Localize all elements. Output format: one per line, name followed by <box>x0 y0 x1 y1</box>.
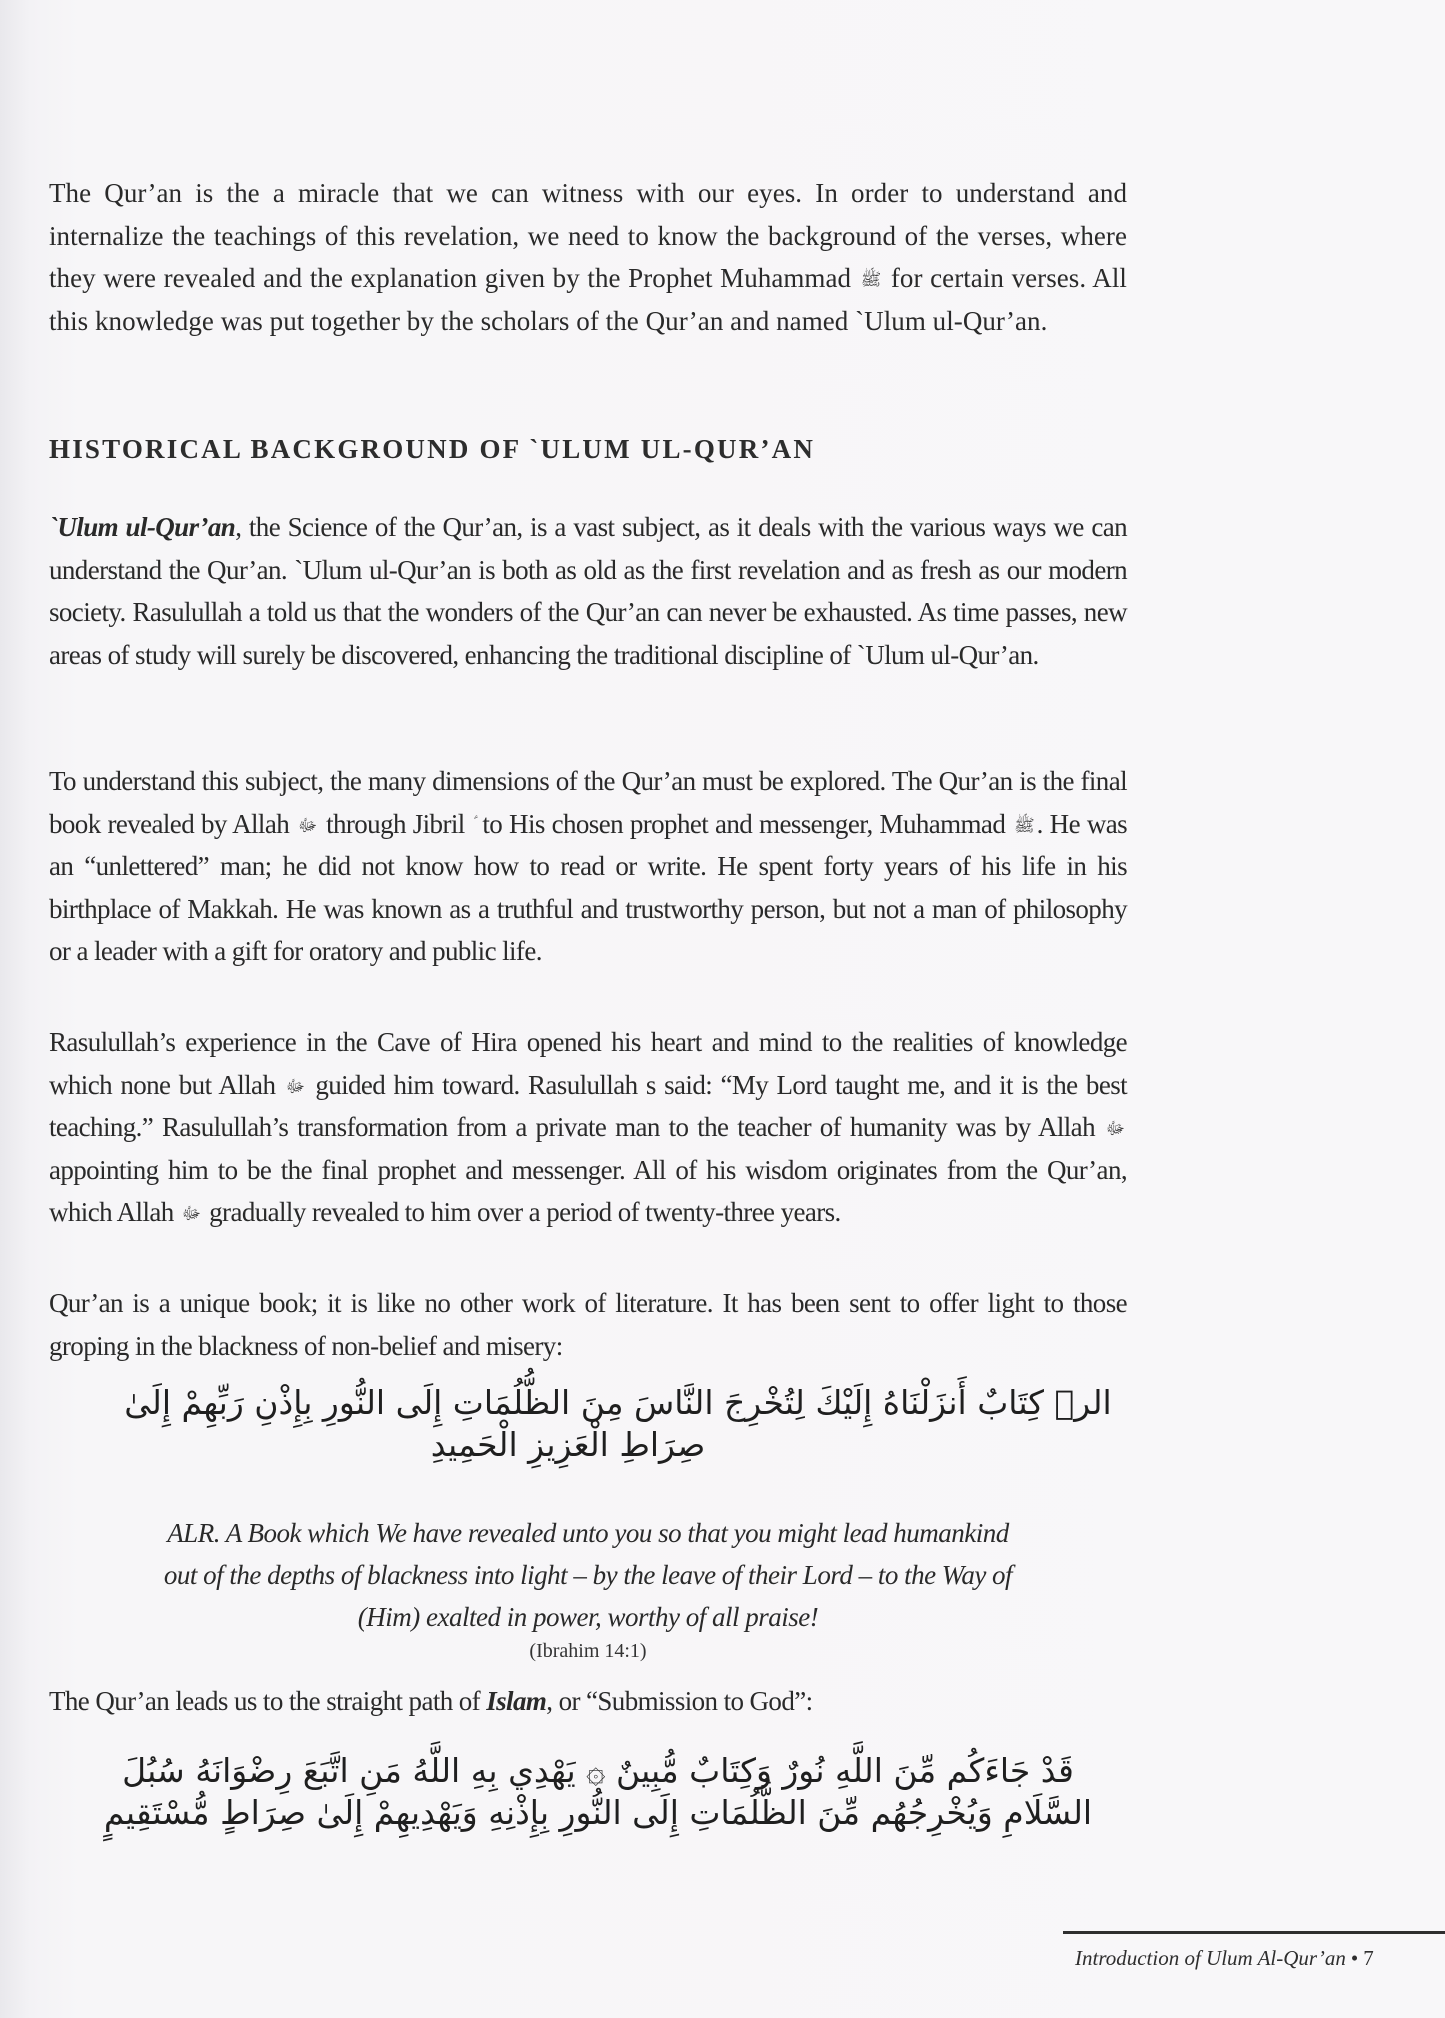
verse-ibrahim <box>49 1382 1127 1466</box>
paragraph-2-part4: . He was an “unlettered” man; he did not know how to read or write. He spent forty years of his life in his birthplace of Makkah. He was known as a truthful and trustworthy person, but not a man of philosophy or a leader with a gift for oratory and public life. <box>49 808 1128 966</box>
paragraph-straight-path <box>49 1680 1127 1723</box>
paragraph-cave-of-hira <box>49 1021 1127 1234</box>
arabic-verse-2-line-2: السَّلَامِ وَيُخْرِجُهُم مِّنَ الظُّلُمَاتِ إِلَى النُّورِ بِإِذْنِهِ وَيَهْدِيهِمْ إِلَىٰ صِرَاطٍ مُّسْتَقِيمٍ <box>103 1793 1093 1832</box>
page-number: 7 <box>1363 1946 1374 1970</box>
arabic-verse-line-2: صِرَاطِ الْعَزِيزِ الْحَمِيدِ <box>430 1425 706 1464</box>
paragraph-dimensions <box>49 760 1127 973</box>
running-title: Introduction of Ulum Al-Qur’an <box>1075 1946 1346 1970</box>
allah-honorific-icon: ﷻ <box>285 1076 305 1097</box>
arabic-verse-line-1: الرۚ كِتَابٌ أَنزَلْنَاهُ إِلَيْكَ لِتُخْرِجَ النَّاسَ مِنَ الظُّلُمَاتِ إِلَى النُّورِ بِإِذْنِ رَبِّهِمْ إِلَىٰ <box>124 1383 1112 1422</box>
paragraph-1-text: , the Science of the Qur’an, is a vast subject, as it deals with the various ways we can understand the Qur’an. `Ulum ul-Qur’an is both as old as the first revelation and as fresh as our modern society. Rasulullah a told us that the wonders of the Qur’an can never be exhausted. As time passes, new areas of study will surely be discovered, enhancing the traditional discipline of `Ulum ul-Qur’an. <box>49 512 1127 670</box>
translation-line-2: out of the depths of blackness into light – by the leave of their Lord – to the Way of <box>163 1560 1013 1590</box>
intro-paragraph <box>49 172 1127 342</box>
paragraph-3-part2: guided him toward. Rasulullah s said: “My Lord taught me, and it is the best teaching.” Rasulullah’s transformation from a private man to the teacher of humanity was by Allah <box>49 1069 1128 1142</box>
salawat-honorific-icon: ﷺ <box>860 270 882 291</box>
paragraph-3-part1: Rasulullah’s experience in the Cave of Hira opened his heart and mind to the realities of knowledge which none but Allah <box>49 1027 1127 1100</box>
verse-ibrahim-translation <box>49 1512 1127 1663</box>
paragraph-3-part4: gradually revealed to him over a period of twenty-three years. <box>209 1197 841 1227</box>
salawat-honorific-icon: ﷺ <box>1014 815 1035 836</box>
paragraph-5-part2: , or “Submission to God”: <box>546 1686 813 1716</box>
allah-honorific-icon: ﷻ <box>181 1204 201 1225</box>
footer-rule <box>1063 1931 1445 1934</box>
page-footer <box>1075 1946 1374 1971</box>
italic-term-ulum: `Ulum ul-Qur’an <box>49 512 236 542</box>
jibril-honorific-icon <box>472 818 476 835</box>
bullet-separator: • <box>1350 1946 1359 1970</box>
paragraph-2-part1: To understand this subject, the many dimensions of the Qur’an must be explored. The Qur’an is the final book revealed by Allah <box>49 766 1127 839</box>
paragraph-unique-book: Qur’an is a unique book; it is like no other work of literature. It has been sent to offer light to those groping in the blackness of non-belief and misery: <box>49 1288 1127 1361</box>
paragraph-2-part3: to His chosen prophet and messenger, Muhammad <box>482 808 1006 839</box>
verse-citation: (Ibrahim 14:1) <box>529 1640 647 1662</box>
arabic-verse-2-line-1: قَدْ جَاءَكُم مِّنَ اللَّهِ نُورٌ وَكِتَابٌ مُّبِينٌ ۞ يَهْدِي بِهِ اللَّهُ مَنِ اتَّبَعَ رِضْوَانَهُ سُبُلَ <box>122 1751 1074 1790</box>
allah-honorific-icon: ﷻ <box>298 815 318 836</box>
intro-text-part1: The Qur’an is the a miracle that we can witness with our eyes. In order to understand and internalize the teachings of this revelation, we need to know the background of the verses, where they were revealed and the explanation given by the Prophet Muhammad <box>49 178 1127 293</box>
verse-maidah <box>49 1750 1127 1834</box>
italic-term-islam: Islam <box>486 1686 547 1716</box>
allah-honorific-icon: ﷻ <box>1105 1119 1125 1140</box>
section-heading: HISTORICAL BACKGROUND OF `ULUM UL-QUR’AN <box>49 434 816 464</box>
intro-text-part2: for certain verses. All this knowledge was put together by the scholars of the Qur’an and named `Ulum ul-Qur’an. <box>49 263 1127 336</box>
paragraph-2-part2: through Jibril <box>326 808 465 839</box>
translation-line-1: ALR. A Book which We have revealed unto you so that you might lead humankind <box>167 1518 1009 1548</box>
paragraph-3-part3: appointing him to be the final prophet and messenger. All of his wisdom originates from the Qur’an, which Allah <box>49 1154 1127 1227</box>
paragraph-ulum-definition <box>49 506 1127 676</box>
translation-line-3: (Him) exalted in power, worthy of all praise! <box>357 1602 819 1632</box>
paragraph-5-part1: The Qur’an leads us to the straight path of <box>49 1686 481 1716</box>
